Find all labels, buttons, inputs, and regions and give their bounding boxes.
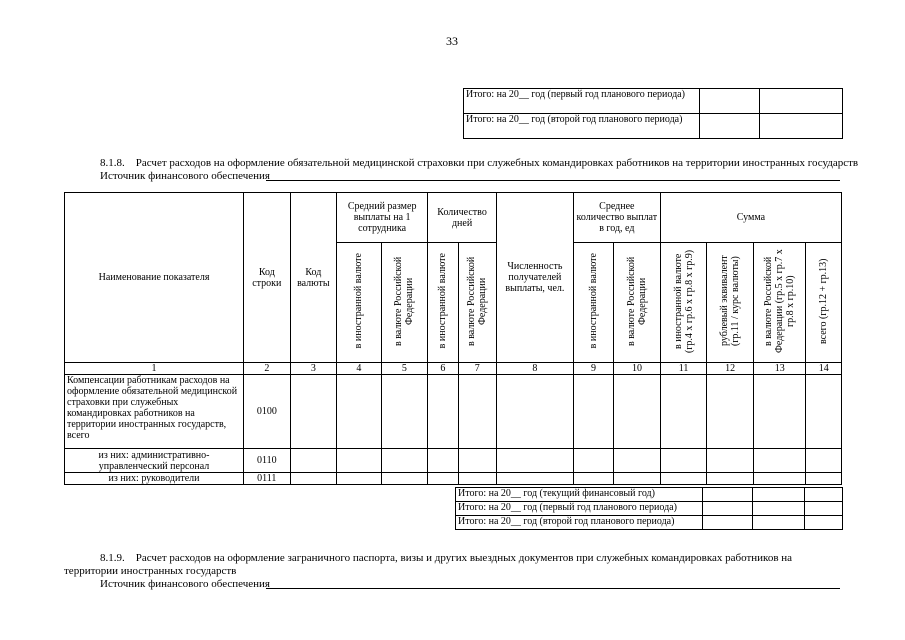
header-avg-count: Среднее количество выплат в год, ед bbox=[573, 193, 660, 243]
cell[interactable] bbox=[806, 473, 842, 485]
table-row bbox=[456, 488, 843, 502]
column-number: 13 bbox=[753, 363, 806, 375]
row-code: 0111 bbox=[244, 473, 291, 485]
section-number: 8.1.8. bbox=[100, 157, 125, 169]
subheader: в иностранной валюте bbox=[588, 253, 600, 349]
section-heading bbox=[100, 157, 860, 170]
cell[interactable] bbox=[753, 375, 806, 449]
cell[interactable] bbox=[290, 473, 337, 485]
cell[interactable] bbox=[337, 375, 382, 449]
row-code: 0110 bbox=[244, 449, 291, 473]
cell[interactable] bbox=[496, 375, 573, 449]
table-row bbox=[65, 375, 842, 449]
subheader: в валюте Российской Федерации bbox=[393, 256, 416, 346]
cell[interactable] bbox=[703, 516, 753, 530]
cell[interactable] bbox=[805, 516, 843, 530]
section-title: Расчет расходов на оформление обязательной медицинской страховки при служебных командировках работников на территории иностранных государств bbox=[135, 157, 859, 169]
cell[interactable] bbox=[753, 516, 805, 530]
section-title: Расчет расходов на оформление заграничного паспорта, визы и других выездных документов при служебных командировках работников на территории иностранных государств bbox=[64, 552, 793, 577]
row-code: 0100 bbox=[244, 375, 291, 449]
column-numbers-row bbox=[65, 363, 842, 375]
cell[interactable] bbox=[496, 449, 573, 473]
table-row bbox=[65, 473, 842, 485]
row-name: из них: административно-управленческий персонал bbox=[65, 449, 244, 473]
page-number: 33 bbox=[446, 34, 458, 48]
cell[interactable] bbox=[660, 375, 707, 449]
main-table bbox=[64, 192, 842, 485]
cell[interactable] bbox=[428, 375, 458, 449]
row-name: из них: руководители bbox=[65, 473, 244, 485]
cell[interactable] bbox=[337, 473, 382, 485]
column-number: 11 bbox=[660, 363, 707, 375]
cell[interactable] bbox=[707, 375, 754, 449]
cell[interactable] bbox=[573, 449, 613, 473]
total-label: Итого: на 20__ год (второй год планового периода) bbox=[456, 516, 703, 530]
section-number: 8.1.9. bbox=[100, 552, 125, 564]
cell[interactable] bbox=[806, 449, 842, 473]
subheader: в иностранной валюте (гр.4 х гр.6 х гр.8 х гр.9) bbox=[672, 249, 695, 353]
subheader: рублевый эквивалент (гр.11 / курс валюты) bbox=[719, 255, 742, 347]
column-number: 14 bbox=[806, 363, 842, 375]
source-fill-line[interactable] bbox=[266, 588, 840, 589]
cell[interactable] bbox=[458, 449, 496, 473]
cell[interactable] bbox=[707, 473, 754, 485]
cell[interactable] bbox=[753, 488, 805, 502]
cell[interactable] bbox=[573, 473, 613, 485]
source-fill-line[interactable] bbox=[266, 180, 840, 181]
subheader: в иностранной валюте bbox=[437, 253, 449, 349]
cell[interactable] bbox=[614, 375, 661, 449]
column-number: 5 bbox=[381, 363, 428, 375]
summary-cell[interactable] bbox=[700, 114, 760, 139]
column-number: 2 bbox=[244, 363, 291, 375]
cell[interactable] bbox=[703, 488, 753, 502]
cell[interactable] bbox=[290, 449, 337, 473]
table-row bbox=[456, 516, 843, 530]
table-row bbox=[464, 114, 843, 139]
header-days: Количество дней bbox=[428, 193, 497, 243]
header-recipients: Численность получателей выплаты, чел. bbox=[496, 193, 573, 363]
cell[interactable] bbox=[806, 375, 842, 449]
cell[interactable] bbox=[381, 375, 428, 449]
column-number: 12 bbox=[707, 363, 754, 375]
subheader: в валюте Российской Федерации (гр.5 х гр.7 х гр.8 х гр.10) bbox=[763, 249, 797, 353]
cell[interactable] bbox=[660, 473, 707, 485]
column-number: 10 bbox=[614, 363, 661, 375]
column-number: 1 bbox=[65, 363, 244, 375]
subheader: в валюте Российской Федерации bbox=[626, 256, 649, 346]
column-number: 7 bbox=[458, 363, 496, 375]
summary-cell[interactable] bbox=[700, 89, 760, 114]
cell[interactable] bbox=[753, 473, 806, 485]
table-row bbox=[65, 193, 842, 243]
summary-cell[interactable] bbox=[759, 114, 842, 139]
cell[interactable] bbox=[660, 449, 707, 473]
cell[interactable] bbox=[614, 473, 661, 485]
cell[interactable] bbox=[496, 473, 573, 485]
column-number: 9 bbox=[573, 363, 613, 375]
total-label: Итого: на 20__ год (текущий финансовый год) bbox=[456, 488, 703, 502]
cell[interactable] bbox=[428, 449, 458, 473]
cell[interactable] bbox=[337, 449, 382, 473]
total-label: Итого: на 20__ год (первый год планового периода) bbox=[456, 502, 703, 516]
cell[interactable] bbox=[458, 375, 496, 449]
summary-label: Итого: на 20__ год (первый год планового периода) bbox=[464, 89, 700, 114]
cell[interactable] bbox=[381, 449, 428, 473]
column-number: 4 bbox=[337, 363, 382, 375]
subheader: всего (гр.12 + гр.13) bbox=[818, 258, 830, 344]
row-name: Компенсации работникам расходов на оформление обязательной медицинской страховки при служебных командировках работников на территории иностранных государств, всего bbox=[65, 375, 244, 449]
cell[interactable] bbox=[614, 449, 661, 473]
cell[interactable] bbox=[753, 502, 805, 516]
header-sum: Сумма bbox=[660, 193, 841, 243]
cell[interactable] bbox=[703, 502, 753, 516]
cell[interactable] bbox=[805, 488, 843, 502]
cell[interactable] bbox=[458, 473, 496, 485]
summary-cell[interactable] bbox=[759, 89, 842, 114]
cell[interactable] bbox=[428, 473, 458, 485]
section-heading bbox=[64, 552, 844, 578]
subheader: в иностранной валюте bbox=[353, 253, 365, 349]
source-label: Источник финансового обеспечения bbox=[100, 578, 270, 590]
cell[interactable] bbox=[707, 449, 754, 473]
header-code-currency: Код валюты bbox=[290, 193, 337, 363]
column-number: 6 bbox=[428, 363, 458, 375]
cell[interactable] bbox=[381, 473, 428, 485]
cell[interactable] bbox=[805, 502, 843, 516]
table-row bbox=[456, 502, 843, 516]
header-avg-payment: Средний размер выплаты на 1 сотрудника bbox=[337, 193, 428, 243]
cell[interactable] bbox=[753, 449, 806, 473]
column-number: 3 bbox=[290, 363, 337, 375]
column-number: 8 bbox=[496, 363, 573, 375]
cell[interactable] bbox=[573, 375, 613, 449]
cell[interactable] bbox=[290, 375, 337, 449]
source-label: Источник финансового обеспечения bbox=[100, 170, 270, 182]
subheader: в валюте Российской Федерации bbox=[466, 256, 489, 346]
header-code-row: Код строки bbox=[244, 193, 291, 363]
table-row bbox=[65, 449, 842, 473]
summary-label: Итого: на 20__ год (второй год планового периода) bbox=[464, 114, 700, 139]
top-summary-table bbox=[463, 88, 843, 139]
totals-table bbox=[455, 487, 843, 530]
header-name: Наименование показателя bbox=[65, 193, 244, 363]
table-row bbox=[464, 89, 843, 114]
